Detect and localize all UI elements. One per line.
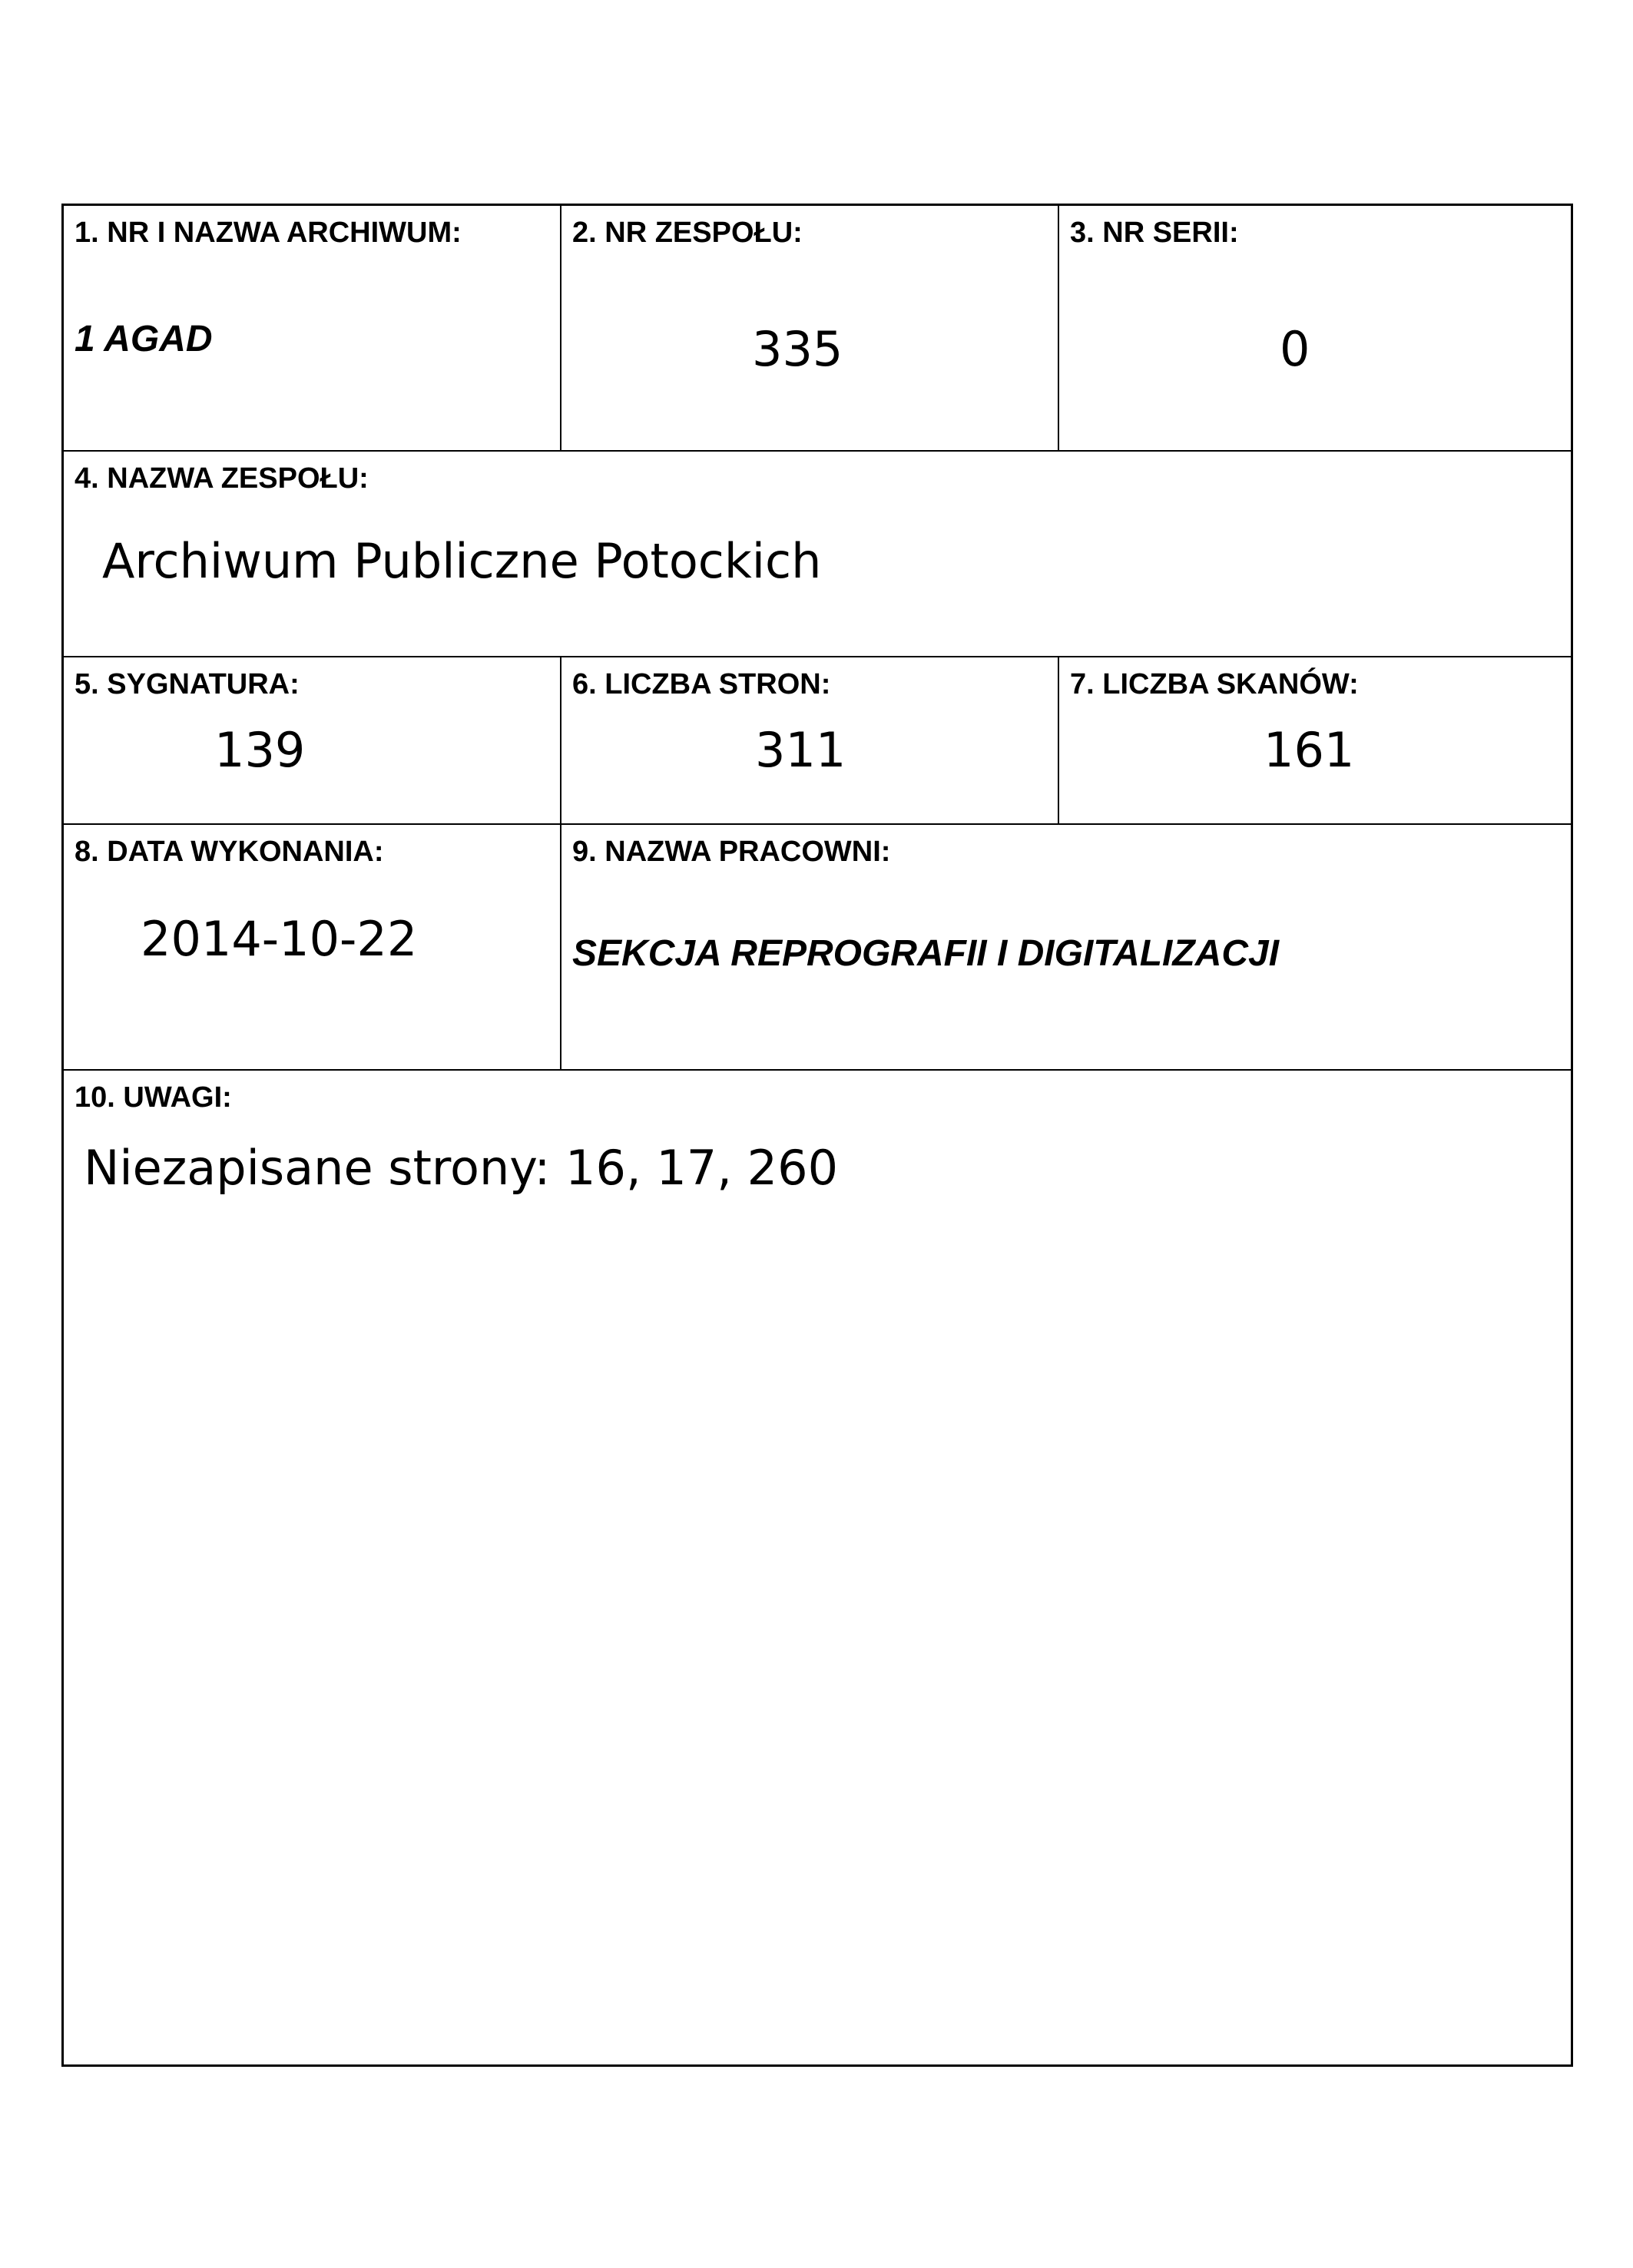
remarks-label: 10. UWAGI:: [75, 1081, 232, 1114]
fonds-number-cell: [561, 206, 1059, 452]
fonds-number-value: 335: [752, 321, 843, 377]
fonds-name-cell: [64, 452, 1571, 657]
scan-count-value: 161: [1264, 722, 1355, 778]
signature-label: 5. SYGNATURA:: [75, 668, 300, 700]
fonds-name-label: 4. NAZWA ZESPOŁU:: [75, 462, 369, 495]
fonds-name-value: Archiwum Publiczne Potockich: [102, 533, 822, 589]
metadata-form: [61, 204, 1573, 2067]
scan-count-cell: [1059, 657, 1571, 825]
page-count-value: 311: [755, 722, 846, 778]
archive-cell: [64, 206, 561, 452]
date-cell: [64, 825, 561, 1071]
scan-count-label: 7. LICZBA SKANÓW:: [1070, 668, 1359, 700]
signature-value: 139: [214, 722, 306, 778]
workshop-value: SEKCJA REPROGRAFII I DIGITALIZACJI: [572, 933, 1280, 974]
series-number-cell: [1059, 206, 1571, 452]
workshop-label: 9. NAZWA PRACOWNI:: [572, 836, 891, 868]
page-count-label: 6. LICZBA STRON:: [572, 668, 831, 700]
archive-label: 1. NR I NAZWA ARCHIWUM:: [75, 217, 462, 249]
signature-cell: [64, 657, 561, 825]
series-number-label: 3. NR SERII:: [1070, 217, 1239, 249]
date-label: 8. DATA WYKONANIA:: [75, 836, 384, 868]
series-number-value: 0: [1280, 321, 1310, 377]
fonds-number-label: 2. NR ZESPOŁU:: [572, 217, 803, 249]
page-count-cell: [561, 657, 1059, 825]
remarks-cell: [64, 1071, 1571, 2064]
remarks-value: Niezapisane strony: 16, 17, 260: [84, 1140, 839, 1196]
workshop-cell: [561, 825, 1571, 1071]
date-value: 2014-10-22: [141, 911, 418, 967]
archive-value: 1 AGAD: [75, 319, 213, 359]
